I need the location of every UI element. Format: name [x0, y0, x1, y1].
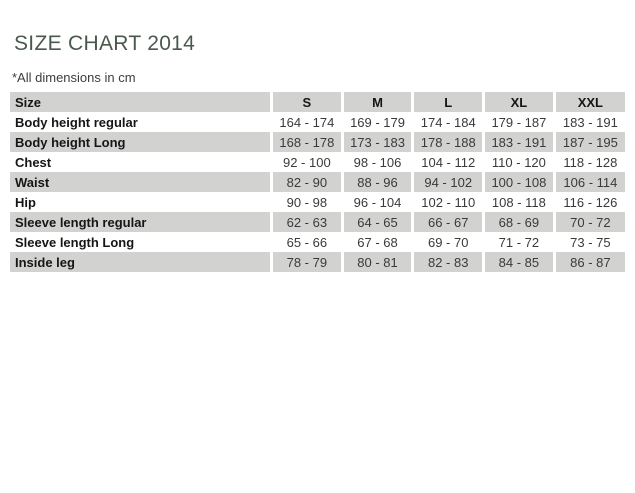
cell-value: 174 - 184: [413, 112, 484, 132]
cell-value: 100 - 108: [484, 172, 555, 192]
column-header-s: S: [272, 92, 343, 112]
column-header-size: Size: [15, 94, 42, 110]
header-row: [10, 92, 625, 112]
cell-value: 98 - 106: [342, 152, 413, 172]
cell-value: 90 - 98: [272, 192, 343, 212]
cell-value: 64 - 65: [342, 212, 413, 232]
table-row: [10, 232, 625, 252]
table-body: [10, 112, 625, 272]
cell-value: 178 - 188: [413, 132, 484, 152]
cell-value: 96 - 104: [342, 192, 413, 212]
table-header: [10, 92, 625, 112]
row-label: Waist: [15, 174, 50, 190]
column-header-l: L: [413, 92, 484, 112]
cell-value: 82 - 83: [413, 252, 484, 272]
cell-value: 80 - 81: [342, 252, 413, 272]
cell-value: 67 - 68: [342, 232, 413, 252]
cell-value: 179 - 187: [484, 112, 555, 132]
page-title: SIZE CHART 2014: [14, 32, 196, 55]
column-header-xl: XL: [484, 92, 555, 112]
cell-value: 65 - 66: [272, 232, 343, 252]
cell-value: 106 - 114: [554, 172, 625, 192]
table-row: [10, 112, 625, 132]
cell-value: 104 - 112: [413, 152, 484, 172]
cell-value: 183 - 191: [484, 132, 555, 152]
table-row: [10, 132, 625, 152]
column-header-xxl: XXL: [554, 92, 625, 112]
cell-value: 116 - 126: [554, 192, 625, 212]
cell-value: 88 - 96: [342, 172, 413, 192]
cell-value: 69 - 70: [413, 232, 484, 252]
cell-value: 102 - 110: [413, 192, 484, 212]
cell-value: 62 - 63: [272, 212, 343, 232]
cell-value: 68 - 69: [484, 212, 555, 232]
row-label: Chest: [15, 154, 52, 170]
table-row: [10, 172, 625, 192]
cell-value: 73 - 75: [554, 232, 625, 252]
cell-value: 94 - 102: [413, 172, 484, 192]
row-label: Body height regular: [15, 114, 138, 130]
cell-value: 108 - 118: [484, 192, 555, 212]
cell-value: 78 - 79: [272, 252, 343, 272]
cell-value: 183 - 191: [554, 112, 625, 132]
table-row: [10, 192, 625, 212]
table-row: [10, 252, 625, 272]
cell-value: 173 - 183: [342, 132, 413, 152]
row-label: Sleeve length Long: [15, 234, 135, 250]
cell-value: 164 - 174: [272, 112, 343, 132]
cell-value: 92 - 100: [272, 152, 343, 172]
cell-value: 187 - 195: [554, 132, 625, 152]
row-label: Body height Long: [15, 134, 126, 150]
column-header-m: M: [342, 92, 413, 112]
cell-value: 118 - 128: [554, 152, 625, 172]
cell-value: 71 - 72: [484, 232, 555, 252]
row-label: Hip: [15, 194, 36, 210]
dimensions-note: *All dimensions in cm: [12, 70, 136, 86]
cell-value: 169 - 179: [342, 112, 413, 132]
table-row: [10, 212, 625, 232]
cell-value: 66 - 67: [413, 212, 484, 232]
cell-value: 84 - 85: [484, 252, 555, 272]
cell-value: 86 - 87: [554, 252, 625, 272]
cell-value: 110 - 120: [484, 152, 555, 172]
row-label: Inside leg: [15, 254, 75, 270]
cell-value: 82 - 90: [272, 172, 343, 192]
cell-value: 70 - 72: [554, 212, 625, 232]
table-row: [10, 152, 625, 172]
size-chart-table: [10, 92, 625, 272]
cell-value: 168 - 178: [272, 132, 343, 152]
row-label: Sleeve length regular: [15, 214, 147, 230]
